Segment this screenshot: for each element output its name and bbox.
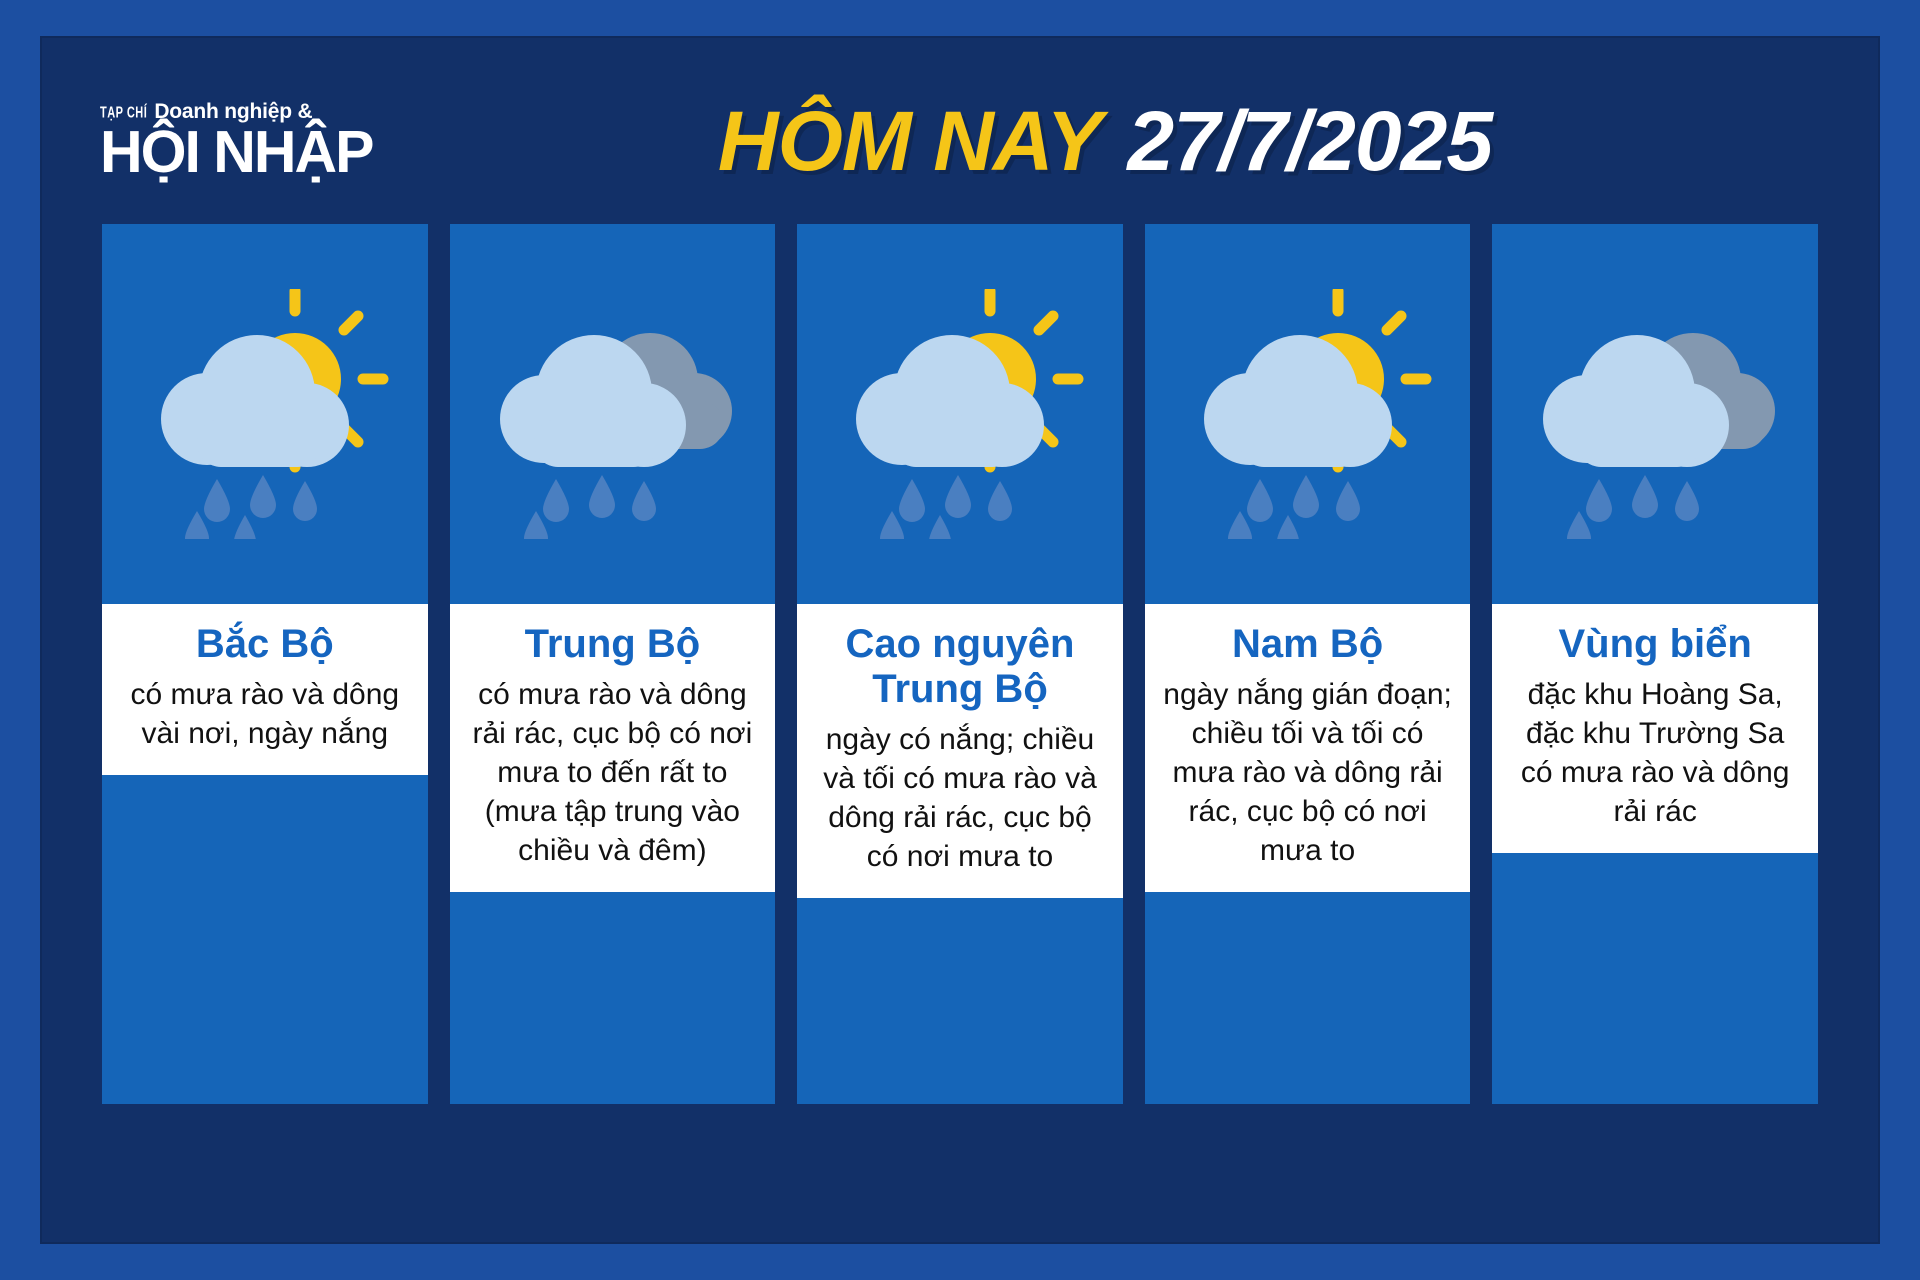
card-text-area	[1145, 604, 1471, 892]
rain-cloud-icon	[1525, 289, 1785, 539]
sun-behind-rain-cloud-icon	[135, 289, 395, 539]
weather-icon-area	[102, 224, 428, 604]
weather-icon-area	[1492, 224, 1818, 604]
weather-icon-area	[450, 224, 776, 604]
card-footer-bar	[1145, 892, 1471, 1104]
brand-tapchi-label: TẠP CHÍ	[100, 105, 148, 123]
region-description: đặc khu Hoàng Sa, đặc khu Trường Sa có mưa rào và dông rải rác	[1520, 677, 1790, 828]
rain-cloud-icon	[482, 289, 742, 539]
poster-inner-panel	[40, 36, 1880, 1244]
card-text-area	[797, 604, 1123, 898]
card-footer-bar	[450, 892, 776, 1104]
card-text-area	[450, 604, 776, 892]
region-name: Trung Bộ	[524, 622, 701, 666]
headline	[414, 93, 1836, 190]
region-cards	[84, 216, 1836, 1202]
region-description: ngày nắng gián đoạn; chiều tối và tối có mưa rào và dông rải rác, cục bộ có nơi mưa to	[1163, 677, 1452, 867]
region-card	[1492, 224, 1818, 1104]
region-card	[1145, 224, 1471, 1104]
header	[84, 66, 1836, 216]
sun-behind-rain-cloud-icon	[1178, 289, 1438, 539]
sun-behind-rain-cloud-icon	[830, 289, 1090, 539]
brand-line1: Doanh nghiệp &	[154, 100, 313, 124]
region-card	[450, 224, 776, 1104]
card-text-area	[1492, 604, 1818, 853]
card-footer-bar	[102, 775, 428, 1104]
brand-logo	[84, 100, 414, 186]
brand-line2: HỘI NHẬP	[100, 119, 373, 186]
region-name: Cao nguyên Trung Bộ	[845, 622, 1075, 711]
region-name: Nam Bộ	[1232, 622, 1384, 666]
region-description: ngày có nắng; chiều và tối có mưa rào và dông rải rác, cục bộ có nơi mưa to	[823, 722, 1097, 873]
region-description: có mưa rào và dông vài nơi, ngày nắng	[130, 677, 400, 750]
card-text-area	[102, 604, 428, 775]
today-label: HÔM NAY	[717, 93, 1102, 188]
card-footer-bar	[1492, 853, 1818, 1104]
region-description: có mưa rào và dông rải rác, cục bộ có nơi mưa to đến rất to (mưa tập trung vào chiều và đêm)	[472, 677, 753, 867]
date-value: 27/7/2025	[1127, 93, 1493, 188]
weather-icon-area	[797, 224, 1123, 604]
region-card	[102, 224, 428, 1104]
region-name: Bắc Bộ	[195, 622, 334, 666]
region-name: Vùng biển	[1558, 622, 1752, 666]
region-card	[797, 224, 1123, 1104]
card-footer-bar	[797, 898, 1123, 1104]
weather-icon-area	[1145, 224, 1471, 604]
